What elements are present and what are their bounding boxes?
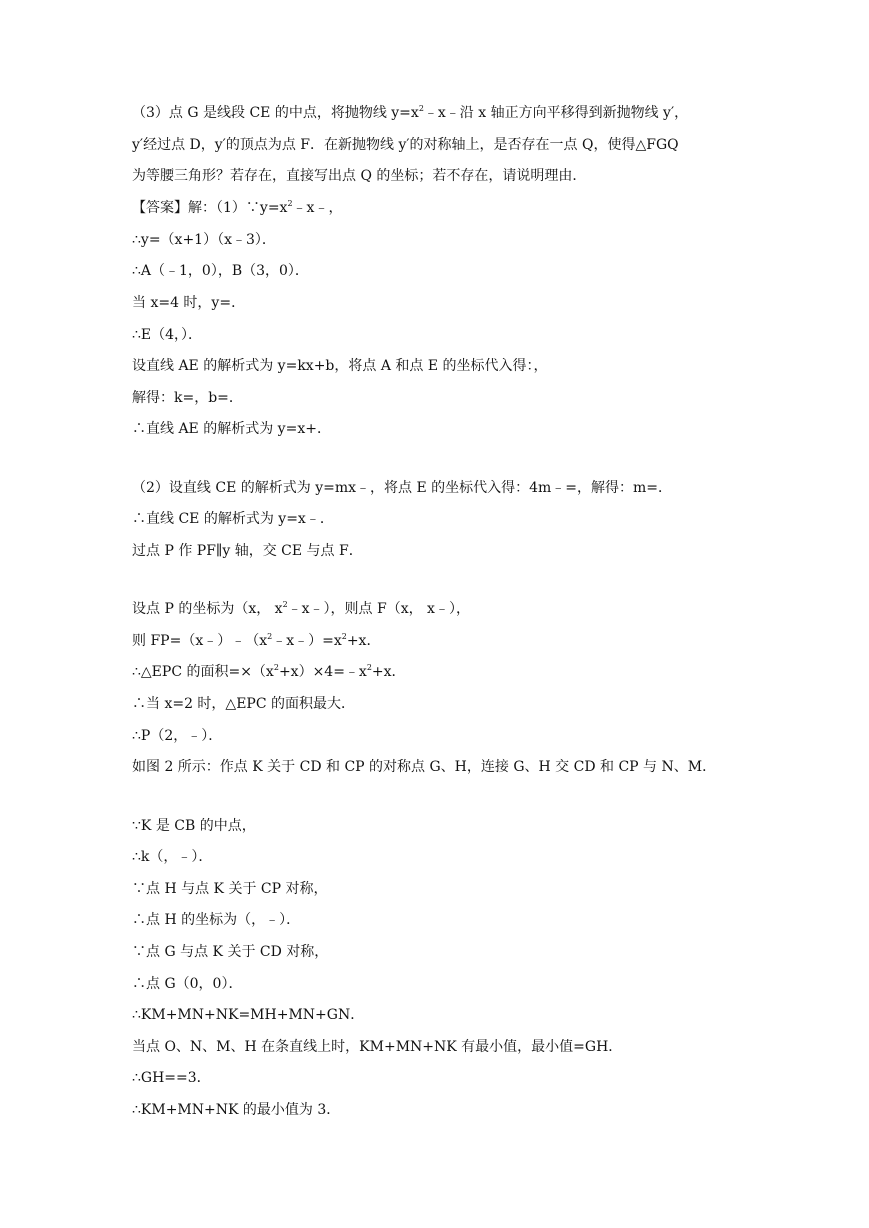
solution-line: ∴P（2，﹣）．: [132, 728, 223, 744]
part-2-line: （2）设直线 CE 的解析式为 y=mx﹣，将点 E 的坐标代入得：4m﹣=，解得：m=．: [132, 480, 673, 496]
solution-line: 解得：k=，b=．: [132, 390, 243, 406]
solution-line: ∵点 G 与点 K 关于 CD 对称，: [132, 944, 329, 960]
solution-line: 设直线 AE 的解析式为 y=kx+b，将点 A 和点 E 的坐标代入得：，: [132, 358, 548, 374]
solution-line: ∴E（4，）．: [132, 327, 203, 343]
solution-line: ∴A（﹣1，0），B（3，0）．: [132, 263, 309, 279]
solution-line: ∴当 x=2 时，△EPC 的面积最大．: [132, 696, 356, 712]
solution-line: ∴直线 CE 的解析式为 y=x﹣．: [132, 511, 334, 527]
solution-line: 则 $FP=(x﹣)﹣(x^2﹣x﹣)=x^2+x$．: [132, 632, 381, 649]
solution-line: ∵K 是 CB 的中点，: [132, 818, 256, 834]
solution-line: 设点 P 的坐标为（x， $x^2﹣x﹣$），则点 F（x， x﹣），: [132, 600, 470, 617]
question-3-line-3: 为等腰三角形？若存在，直接写出点 Q 的坐标；若不存在，请说明理由．: [132, 168, 587, 184]
solution-line: ∴KM+MN+NK=MH+MN+GN．: [132, 1007, 365, 1023]
solution-line: 如图 2 所示：作点 K 关于 CD 和 CP 的对称点 G、H，连接 G、H 交 CD 和 CP 与 N、M．: [132, 759, 717, 775]
solution-line: 当点 O、N、M、H 在条直线上时，KM+MN+NK 有最小值，最小值=GH．: [132, 1039, 623, 1055]
solution-line: ∴y=（x+1）（x﹣3）．: [132, 232, 276, 248]
question-3-line-1: （3）点 G 是线段 CE 的中点，将抛物线 $y=x^2﹣x﹣$沿 x 轴正方向平移得到新抛物线 y′，: [132, 104, 689, 121]
answer-heading-line: 【答案】解：$(1)\because y=x^2﹣x﹣$，: [132, 199, 343, 216]
solution-line: ∵点 H 与点 K 关于 CP 对称，: [132, 881, 328, 897]
solution-line: ∴△EPC 的面积$=\times(x^2+x)\times 4=﹣x^2+x$．: [132, 663, 406, 680]
solution-line: ∴KM+MN+NK 的最小值为 3．: [132, 1102, 341, 1118]
solution-line: 过点 P 作 PF∥y 轴，交 CE 与点 F．: [132, 543, 363, 559]
solution-line: ∴点 H 的坐标为（，﹣）．: [132, 912, 301, 928]
solution-line: ∴k（，﹣）．: [132, 849, 213, 865]
solution-line: ∴点 G（0，0）．: [132, 976, 243, 992]
solution-line: 当 x=4 时，y=．: [132, 295, 246, 311]
solution-line: ∴GH==3．: [132, 1070, 211, 1086]
solution-line: ∴直线 AE 的解析式为 y=x+．: [132, 421, 331, 437]
question-3-line-2: y′经过点 D，y′的顶点为点 F．在新抛物线 y′的对称轴上，是否存在一点 Q，使得△FGQ: [132, 137, 679, 153]
